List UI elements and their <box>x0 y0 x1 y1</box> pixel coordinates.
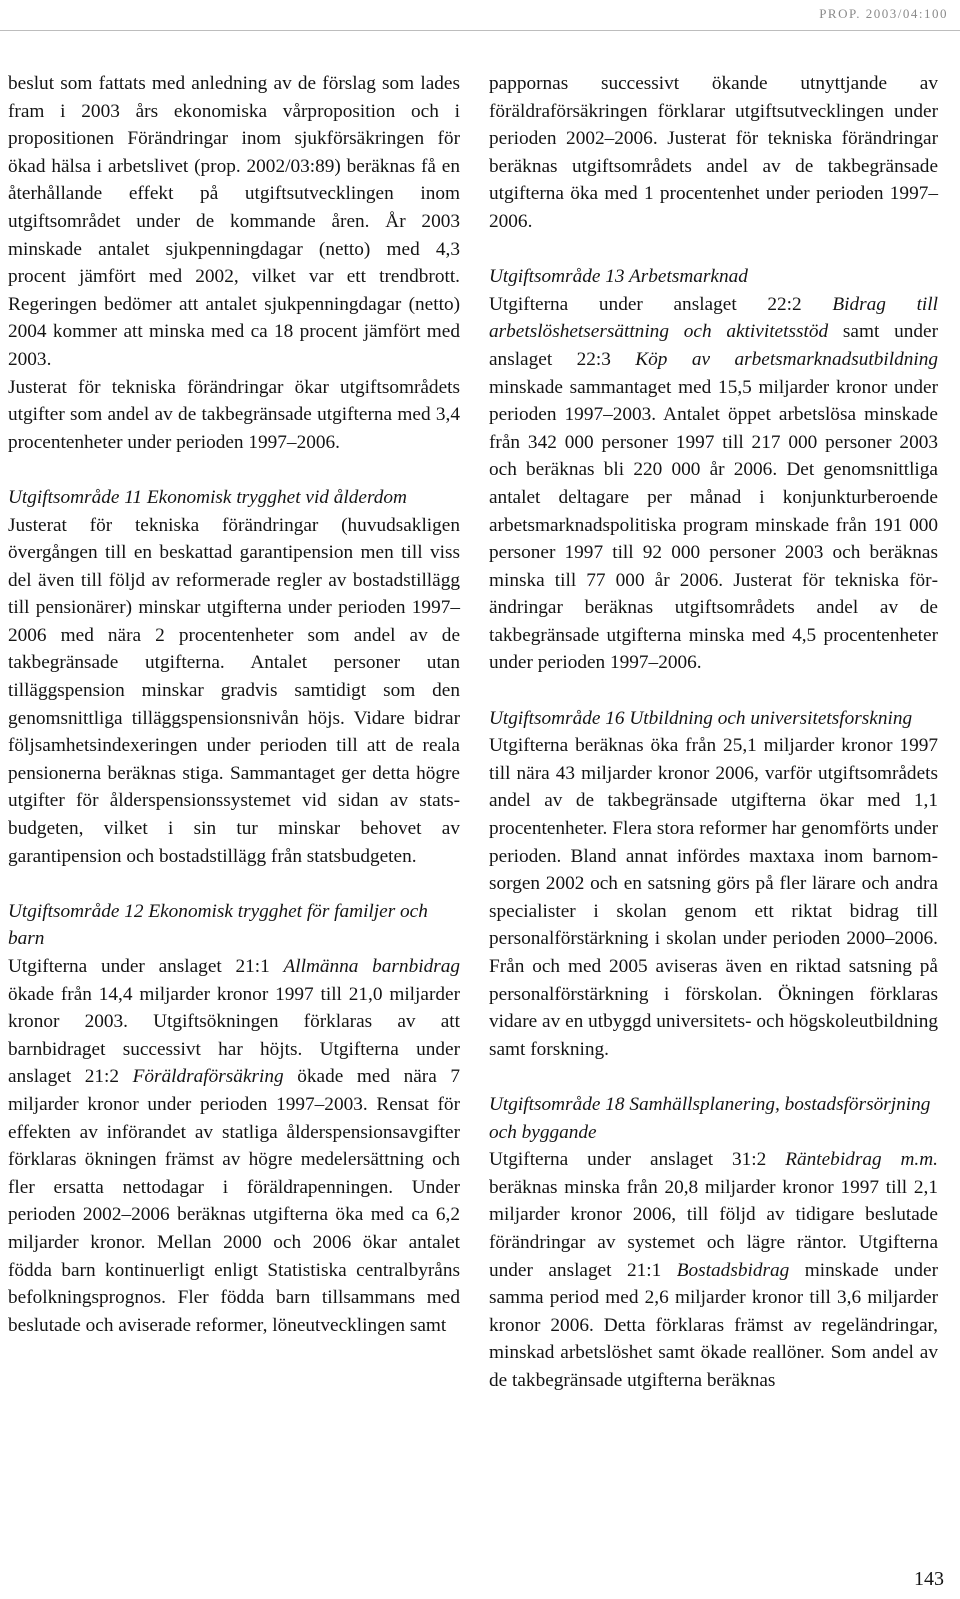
section-heading-11: Utgiftsområde 11 Ekonomisk trygghet vid ålderdom <box>8 486 407 508</box>
paragraph: Justerat för tekniska förändringar (huvudsakligen övergången till en beskattad garantipension men till viss del även till följd av reformerade regler av bostadstillägg till pensionärer) minskar utgifterna under perioden 1997–2006 med nära 2 procentenheter som andel av de takbegränsade utgifterna. Antalet personer utan tilläggspension minskar gradvis samtidigt som den genomsnittliga tilläggspensionsnivån höjs. Vidare bidrar följsamhetsindexeringen under perioden till att de reala pensionerna beräknas stiga. Sammantaget ger detta högre utgifter för ålderspensionssystemet vid sidan av statsbudgeten, vilket i sin tur minskar behovet av garantipension och bostadstillägg från statsbudgeten. <box>8 514 460 867</box>
paragraph: Utgifterna under anslaget 21:1 Allmänna barnbidrag ökade från 14,4 miljarder kronor 1997 till 21,0 miljarder kronor 2003. Utgiftsökningen förklaras av att barnbidraget successivt har höjts. Utgifterna under anslaget 21:2 Föräldraförsäkring ökade med nära 7 miljarder kronor under perioden 1997–2003. Rensat för effekten av införandet av statliga ålderspensionsavgifter förklaras ökningen främst av högre medelersättning och fler ersatta nettodagar i föräldrapenningen. Under perioden 2002–2006 beräknas utgifterna öka med ca 6,2 miljarder kronor. Mellan 2000 och 2006 ökar antalet födda barn kontinuerligt enligt Statistiska centralbyråns befolkningsprognos. Fler födda barn tillsammans med beslutade och aviserade reformer, löneutvecklingen samt <box>8 956 460 1336</box>
section-heading-12: Utgiftsområde 12 Ekonomisk trygghet för familjer och barn <box>8 900 428 950</box>
grant-name: Bidrag till arbetslöshetsersättning och aktivitetsstöd <box>489 293 938 343</box>
paragraph: Justerat för tekniska förändringar ökar utgiftsområdets utgifter som andel av de takbegränsade utgifterna med 3,4 procentenheter under perioden 1997–2006. <box>8 376 460 453</box>
page-number: 143 <box>914 1568 944 1590</box>
section-heading-16: Utgiftsområde 16 Utbildning och universitetsforskning <box>489 707 913 729</box>
paragraph: Utgifterna under anslaget 22:2 Bidrag till arbetslöshetsersättning och aktivitetsstöd samt under anslaget 22:3 Köp av arbetsmarknadsutbildning minskade sammantaget med 15,5 miljarder kronor under perioden 1997–2003. Antalet öppet arbetslösa minskade från 342 000 personer 1997 till 217 000 personer 2003 och beräknas bli 220 000 år 2006. Det genomsnittliga antalet deltagare per månad i konjunkturberoende arbetsmarknadspolitiska program minskade från 191 000 personer 1997 till 92 000 personer 2003 och beräknas minska till 77 000 år 2006. Justerat för tekniska förändringar beräknas utgiftsområdets andel av de takbegränsade utgifterna minska med 4,5 procentenheter under perioden 1997–2006. <box>489 293 938 674</box>
section-heading-18: Utgiftsområde 18 Samhällsplanering, bostadsförsörjning och byggande <box>489 1093 931 1143</box>
left-column <box>8 70 460 1339</box>
right-column <box>489 70 938 1395</box>
paragraph: Utgifterna under anslaget 31:2 Räntebidrag m.m. beräknas minska från 20,8 miljarder kronor 1997 till 2,1 miljarder kronor 2006, till följd av tidigare beslutade förändringar av systemet och lägre räntor. Utgifterna under anslaget 21:1 Bostadsbidrag minskade under samma period med 2,6 miljarder kronor till 3,6 miljarder kronor 2006. Detta förklaras främst av regeländringar, minskad arbetslöshet samt ökade reallöner. Som andel av de takbegränsade utgifterna beräknas <box>489 1149 938 1391</box>
running-header: PROP. 2003/04:100 <box>819 6 948 21</box>
grant-name: Allmänna barnbidrag <box>283 956 460 977</box>
grant-name: Köp av arbetsmarknadsutbildning <box>635 348 938 370</box>
paragraph: pappornas successivt ökande utnyttjande av föräldraförsäkringen förklarar utgiftsutvecklingen under perioden 2002–2006. Justerat för tekniska förändringar beräknas utgiftsområdets andel av de takbegränsade utgifterna öka med 1 procentenhet under perioden 1997–2006. <box>489 73 938 232</box>
paragraph: beslut som fattats med anledning av de förslag som lades fram i 2003 års ekonomiska vårproposition och i propositionen Förändringar inom sjukförsäkringen för ökad hälsa i arbetslivet (prop. 2002/03:89) beräknas få en återhållande effekt på utgiftsutvecklingen inom utgiftsområdet under de kommande åren. År 2003 minskade antalet sjukpenningdagar (netto) med 4,3 procent jämfört med 2002, vilket var ett trendbrott. Regeringen bedömer att antalet sjukpenningdagar (netto) 2004 kommer att minska med ca 18 procent jämfört med 2003. <box>8 73 460 370</box>
grant-name: Bostadsbidrag <box>676 1259 790 1281</box>
header-rule <box>0 30 960 31</box>
paragraph: Utgifterna beräknas öka från 25,1 miljarder kronor 1997 till nära 43 miljarder kronor 2006, varför utgiftsområdets andel av de takbegränsade utgifterna ökar med 1,1 procentenheter. Flera stora reformer har genomförts under perioden. Bland annat infördes maxtaxa inom barnomsorgen 2002 och en satsning görs på fler lärare och andra specialister i skolan genom ett riktat bidrag till personalförstärkning i skolan under perioden 2000–2006. Från och med 2005 aviseras även en riktad satsning på personalförstärkning i förskolan. Ökningen förklaras vidare av en utbyggd universitets- och högskoleutbildning samt forskning. <box>489 735 938 1060</box>
grant-name: Räntebidrag m.m. <box>785 1149 938 1171</box>
section-heading-13: Utgiftsområde 13 Arbetsmarknad <box>489 266 748 288</box>
grant-name: Föräldraförsäkring <box>132 1066 284 1088</box>
